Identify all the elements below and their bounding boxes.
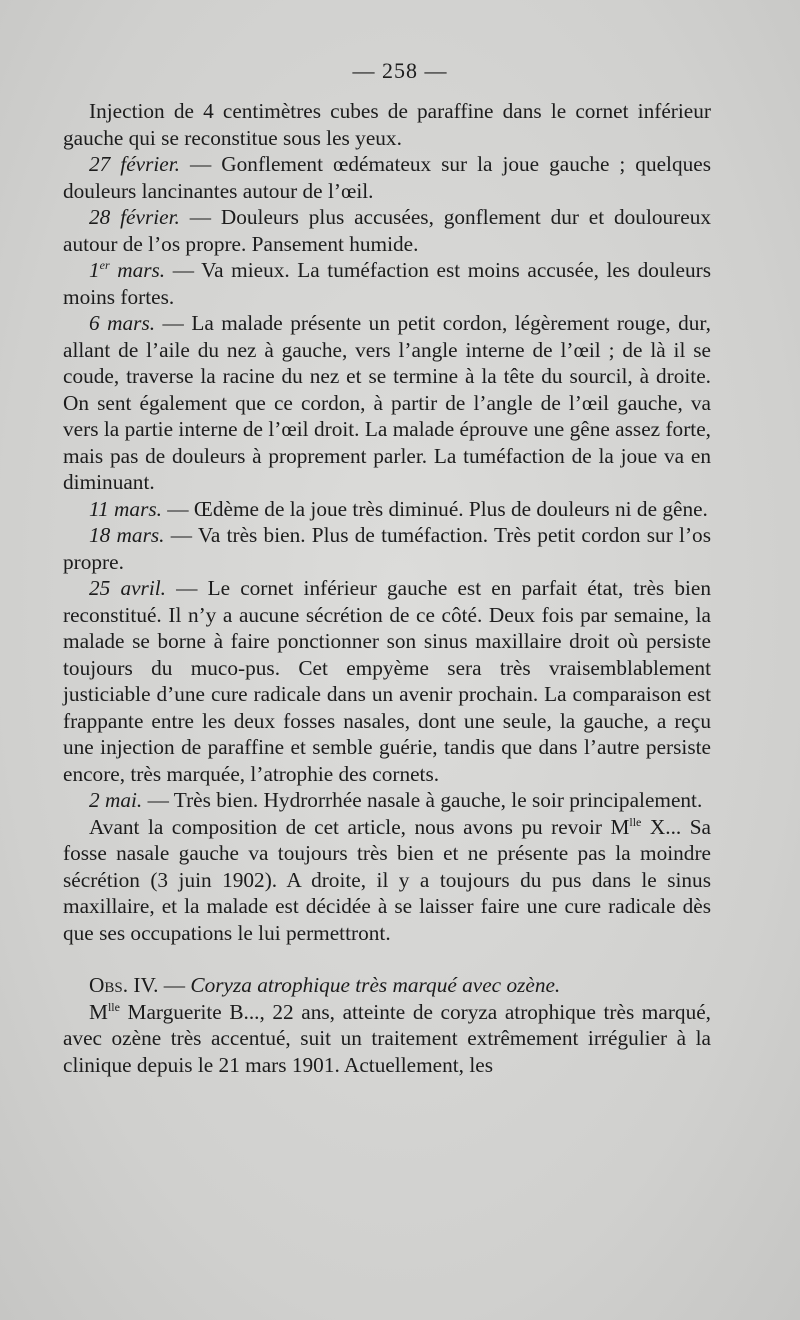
entry-1er-mars bbox=[63, 257, 711, 310]
paragraph-text: X... Sa fosse nasale gauche va toujours très bien et ne présente pas la moindre sécrétion (3 juin 1902). A droite, il y a toujours du pus dans le sinus maxillaire, et la malade est décidée à se laisser faire une cure radicale dès que ses occupations le lui permettront. bbox=[63, 814, 711, 945]
entry-date: 28 février. bbox=[89, 205, 180, 229]
entry-date: 18 mars. bbox=[89, 523, 165, 547]
title-superscript: lle bbox=[629, 814, 642, 829]
paragraph-text-pre: Avant la composition de cet article, nous avons pu revoir M bbox=[89, 814, 630, 839]
paragraph-text-pre: M bbox=[89, 999, 108, 1024]
title-superscript: lle bbox=[107, 999, 120, 1014]
entry-date: 6 mars. bbox=[89, 311, 156, 335]
entry-25-avril bbox=[63, 575, 711, 787]
observation-title: Coryza atrophique très marqué avec ozène. bbox=[190, 973, 561, 997]
page-body bbox=[63, 98, 711, 1078]
entry-date-superscript: er bbox=[99, 258, 110, 272]
entry-date-month: mars. bbox=[109, 258, 166, 282]
entry-date: 11 mars. bbox=[89, 496, 162, 521]
entry-text: — Le cornet inférieur gauche est en parfait état, très bien reconstitué. Il n’y a aucune sécrétion de ce côté. Deux fois par semaine, la malade se borne à faire ponctionner son sinus maxillaire droit où persiste toujours du muco-pus. Cet empyème sera très vraisemblablement justiciable d’une cure radicale dans un avenir prochain. La comparaison est frappante entre les deux fosses nasales, dont une seule, la gauche, a reçu une injection de paraffine et semble guérie, tandis que dans l’autre persiste encore, très marquée, l’atrophie des cornets. bbox=[63, 576, 711, 786]
entry-11-mars bbox=[63, 496, 711, 523]
entry-text: — Très bien. Hydrorrhée nasale à gauche, le soir principalement. bbox=[142, 788, 703, 812]
entry-18-mars bbox=[63, 522, 711, 575]
entry-27-fevrier bbox=[63, 151, 711, 204]
paragraph-injection bbox=[63, 98, 711, 151]
observation-dash: — bbox=[158, 973, 191, 997]
entry-text: — Va mieux. La tuméfaction est moins accusée, les douleurs moins fortes. bbox=[63, 258, 711, 309]
entry-text: — Va très bien. Plus de tuméfaction. Très petit cordon sur l’os propre. bbox=[63, 523, 711, 574]
entry-date bbox=[89, 258, 165, 282]
entry-text: — La malade présente un petit cordon, légèrement rouge, dur, allant de l’aile du nez à gauche, vers l’angle interne de l’œil ; de là il se coude, traverse la racine du nez et se termine à la tête du sourcil, à droite. On sent également que ce cordon, à partir de l’angle de l’œil gauche, va vers la partie interne de l’œil droit. La malade éprouve une gêne assez forte, mais pas de douleurs à proprement parler. La tuméfaction de la joue va en diminuant. bbox=[63, 311, 711, 494]
entry-6-mars bbox=[63, 310, 711, 496]
paragraph-revoir bbox=[63, 814, 711, 947]
entry-date: 27 février. bbox=[89, 152, 181, 176]
observation-label: Obs. IV. bbox=[89, 973, 159, 997]
entry-text: — Gonflement œdémateux sur la joue gauche ; quelques douleurs lancinantes autour de l’œil. bbox=[63, 152, 711, 203]
paragraph-text: Injection de 4 centimètres cubes de paraffine dans le cornet inférieur gauche qui se reconstitue sous les yeux. bbox=[63, 99, 711, 150]
entry-date: 2 mai. bbox=[89, 788, 143, 812]
section-gap bbox=[63, 946, 711, 972]
paragraph-text: Marguerite B..., 22 ans, atteinte de coryza atrophique très marqué, avec ozène très accentué, suit un traitement extrêmement irrégulier à la clinique depuis le 21 mars 1901. Actuellement, les bbox=[63, 999, 711, 1077]
observation-heading bbox=[63, 972, 711, 999]
entry-2-mai bbox=[63, 787, 711, 814]
entry-text: — Douleurs plus accusées, gonflement dur et douloureux autour de l’os propre. Pansement humide. bbox=[63, 205, 711, 256]
entry-date: 25 avril. bbox=[89, 576, 166, 600]
page-number: — 258 — bbox=[352, 58, 448, 83]
paragraph-marguerite bbox=[63, 999, 711, 1079]
entry-28-fevrier bbox=[63, 204, 711, 257]
entry-text: — Œdème de la joue très diminué. Plus de douleurs ni de gêne. bbox=[161, 496, 708, 521]
entry-date-number: 1 bbox=[89, 258, 100, 282]
